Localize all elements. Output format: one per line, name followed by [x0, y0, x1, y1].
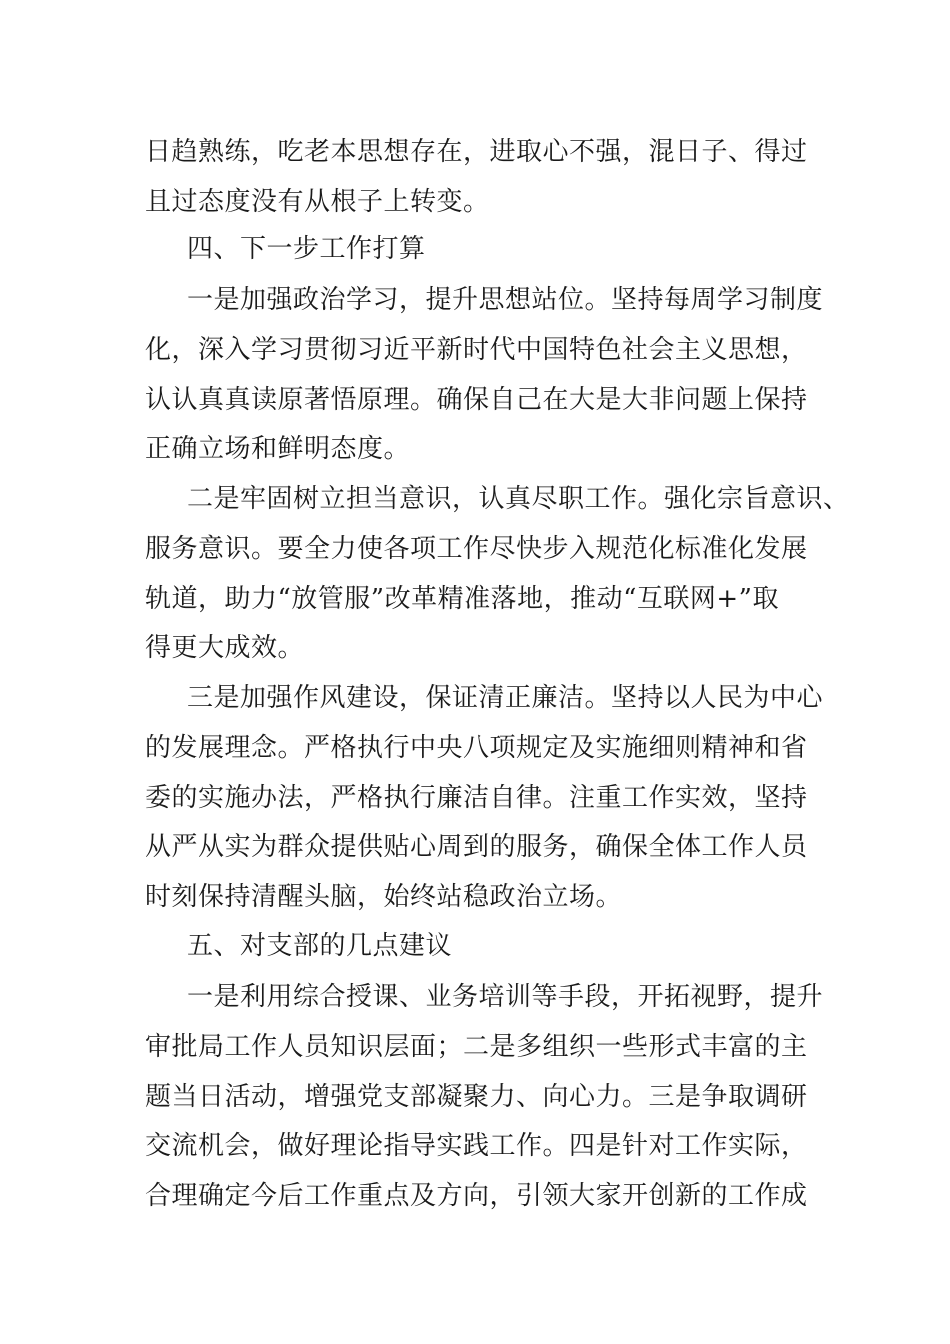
- text-line: 委的实施办法，严格执行廉洁自律。注重工作实效，坚持: [145, 783, 808, 813]
- paragraph-start: 二是牢固树立担当意识，认真尽职工作。强化宗旨意识、: [187, 484, 850, 514]
- paragraph-start: 三是加强作风建设，保证清正廉洁。坚持以人民为中心: [187, 683, 824, 713]
- text-line: 认认真真读原著悟原理。确保自己在大是大非问题上保持: [145, 385, 808, 415]
- text-line: 得更大成效。: [145, 633, 305, 663]
- text-line: 时刻保持清醒头脑，始终站稳政治立场。: [145, 882, 623, 912]
- text-line: 审批局工作人员知识层面；二是多组织一些形式丰富的主: [145, 1032, 808, 1062]
- text-line: 化，深入学习贯彻习近平新时代中国特色社会主义思想，: [145, 335, 808, 365]
- text-line: 正确立场和鲜明态度。: [145, 434, 411, 464]
- paragraph-start: 一是加强政治学习，提升思想站位。坚持每周学习制度: [187, 285, 824, 315]
- text-line: 日趋熟练，吃老本思想存在，进取心不强，混日子、得过: [145, 137, 808, 167]
- text-line: 轨道，助力“放管服”改革精准落地，推动“互联网+”取: [145, 584, 779, 614]
- paragraph-start: 一是利用综合授课、业务培训等手段，开拓视野，提升: [187, 982, 824, 1012]
- text-line: 从严从实为群众提供贴心周到的服务，确保全体工作人员: [145, 832, 808, 862]
- section-heading: 五、对支部的几点建议: [187, 931, 453, 961]
- text-line: 且过态度没有从根子上转变。: [145, 187, 490, 217]
- text-line: 服务意识。要全力使各项工作尽快步入规范化标准化发展: [145, 534, 808, 564]
- text-line: 合理确定今后工作重点及方向，引领大家开创新的工作成: [145, 1181, 808, 1211]
- section-heading: 四、下一步工作打算: [187, 234, 426, 264]
- text-line: 的发展理念。严格执行中央八项规定及实施细则精神和省: [145, 733, 808, 763]
- text-line: 交流机会，做好理论指导实践工作。四是针对工作实际，: [145, 1131, 808, 1161]
- text-line: 题当日活动，增强党支部凝聚力、向心力。三是争取调研: [145, 1082, 808, 1112]
